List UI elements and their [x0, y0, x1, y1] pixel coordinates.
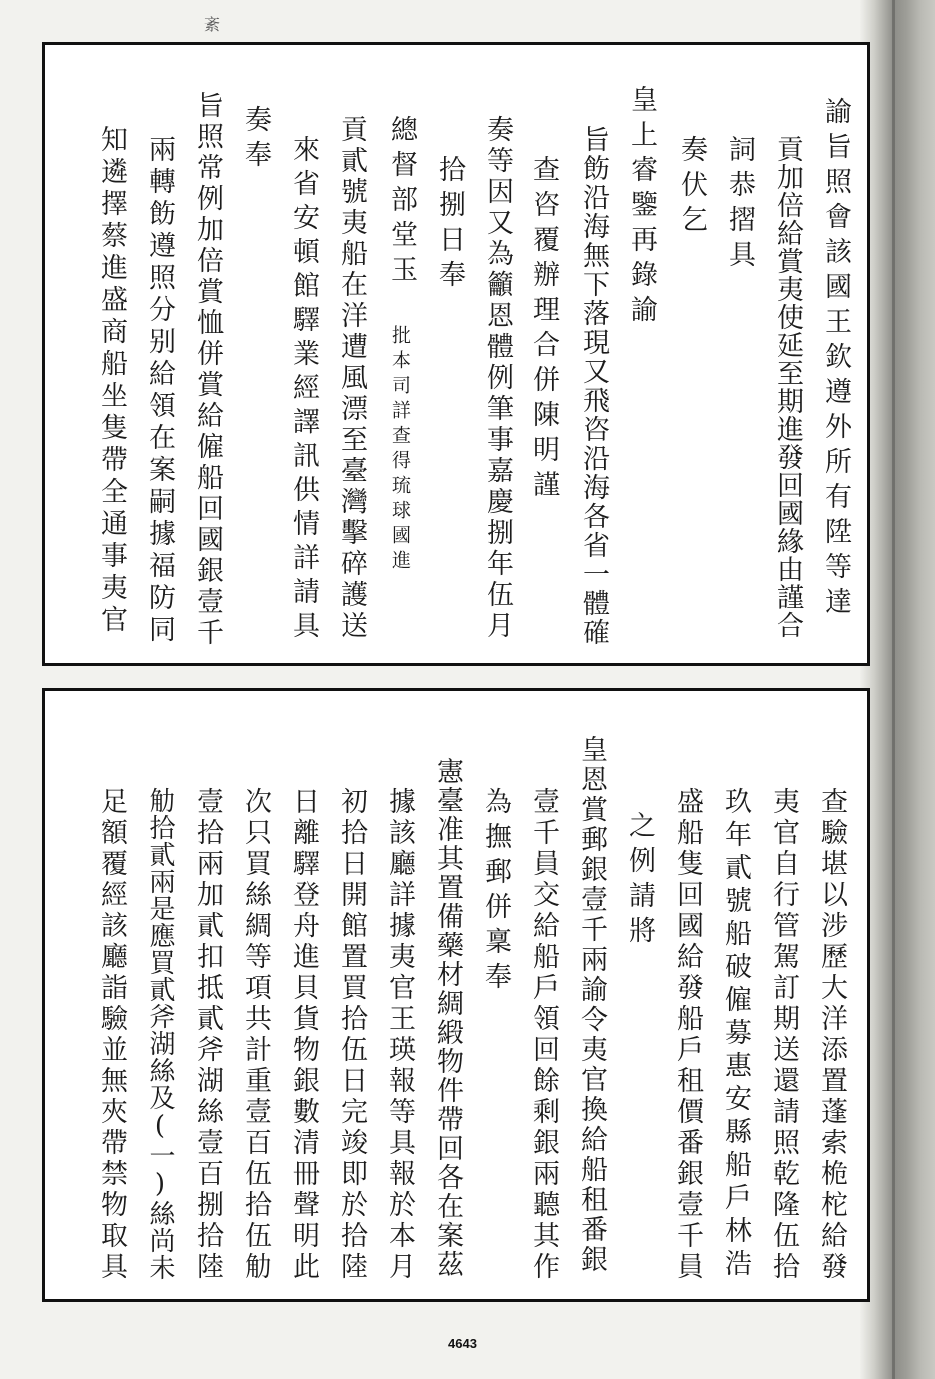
text-column: 知遴擇蔡進盛商船坐隻帶全通事夷官 [96, 125, 127, 637]
text-column: 奏等因又為籲恩體例筆事嘉慶捌年伍月 [482, 115, 513, 642]
text-column: 貢貳號夷船在洋遭風漂至臺灣擊碎護送 [336, 115, 367, 642]
bottom-manuscript-panel [42, 688, 870, 1302]
text-column: 皇上睿鑒再錄諭 [626, 85, 657, 330]
text-column: 初拾日開館置買拾伍日完竣即於拾陸 [336, 787, 367, 1283]
text-column: 旨飭沿海無下落現又飛咨沿海各省一體確 [578, 125, 609, 647]
text-column: 次只買絲綢等項共計重壹百伍拾伍觔 [240, 787, 271, 1283]
book-binding-shadow [860, 0, 935, 1379]
text-column: 旨照常例加倍賞恤併賞給僱船回國銀壹千 [192, 91, 223, 649]
text-column: 夷官自行管駕訂期送還請照乾隆伍拾 [768, 787, 799, 1283]
text-column: 據該廳詳據夷官王瑛報等具報於本月 [384, 787, 415, 1283]
text-column: 觔拾貳兩是應買貳斧湖絲及(一)絲尚未 [145, 787, 175, 1281]
top-margin-mark: 紊 [204, 15, 221, 34]
text-column: 來省安頓館驛業經譯訊供情詳請具 [288, 135, 319, 645]
text-column: 奏奉 [240, 105, 271, 175]
text-column: 憲臺准其置備藥材綢緞物件帶回各在案茲 [432, 757, 463, 1279]
text-column: 足額覆經該廳詣驗並無夾帶禁物取具 [96, 787, 127, 1283]
book-spine-edge [892, 0, 895, 1379]
text-column: 玖年貳號船破僱募惠安縣船戶林浩 [720, 787, 751, 1282]
text-column: 兩轉飭遵照分别給領在案嗣據福防同 [144, 135, 175, 647]
text-column: 為撫郵併稟奉 [480, 787, 511, 997]
text-column: 諭旨照會該國王欽遵外所有陞等達 [820, 97, 851, 622]
text-column: 奏伏乞 [676, 135, 707, 240]
text-column: 查驗堪以涉歷大洋添置蓬索桅柁給發 [816, 787, 847, 1283]
text-column: 壹千員交給船戶領回餘剩銀兩聽其作 [528, 787, 559, 1283]
text-column: 日離驛登舟進貝貨物銀數清冊聲明此 [288, 787, 319, 1283]
text-column: 總督部堂玉 [386, 115, 417, 290]
text-column: 查咨覆辦理合併陳明謹 [528, 155, 559, 505]
text-column: 批本司詳查得琉球國進 [389, 325, 411, 575]
page-number: 4643 [448, 1336, 477, 1351]
top-manuscript-panel [42, 42, 870, 666]
text-column: 壹拾兩加貳扣抵貳斧湖絲壹百捌拾陸 [192, 787, 223, 1283]
text-column: 貢加倍給賞夷使延至期進發回國緣由謹合 [772, 135, 803, 639]
text-column: 盛船隻回國給發船戶租價番銀壹千員 [672, 787, 703, 1283]
text-column: 皇恩賞郵銀壹千兩諭令夷官換給船租番銀 [576, 735, 607, 1275]
text-column: 詞恭摺具 [724, 135, 755, 275]
text-column: 之例請將 [624, 811, 655, 951]
text-column: 拾捌日奉 [434, 155, 465, 295]
